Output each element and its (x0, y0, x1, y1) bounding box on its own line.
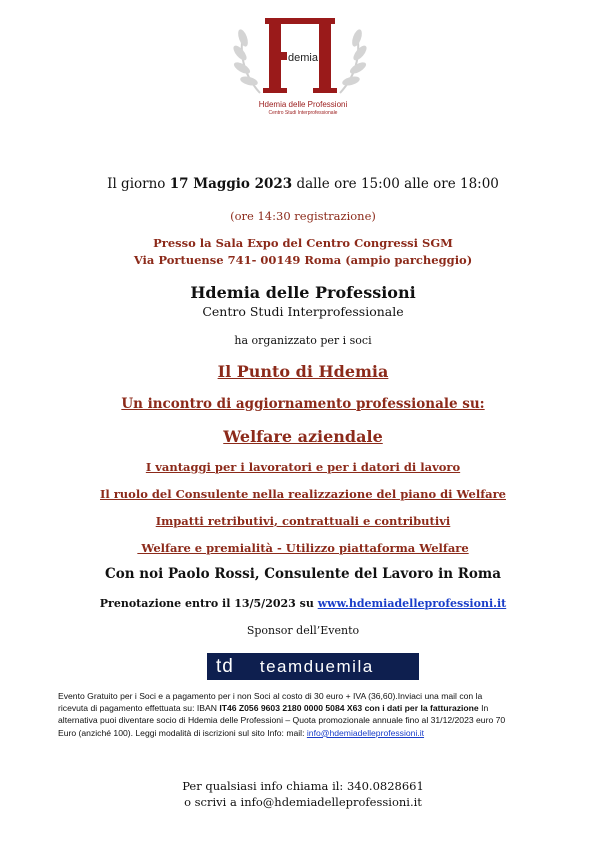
topic-point: Impatti retributivi, contrattuali e contributivi (155, 514, 451, 528)
venue-line-1: Presso la Sala Expo del Centro Congressi SGM (153, 236, 453, 250)
venue-line-2: Via Portuense 741- 00149 Roma (ampio parcheggio) (133, 253, 473, 267)
sponsor-logo-td: td (216, 655, 234, 677)
sponsor-logo (207, 653, 419, 680)
sponsor-label: Sponsor dell’Evento (246, 624, 360, 637)
footer-line: Euro (anziché 100). Leggi modalità di iscrizioni sul sito Info: mail: info@hdemiadelleprofessioni.it (58, 727, 425, 738)
date-line (0, 176, 606, 192)
logo-subcaption: Centro Studi Interprofessionale (268, 110, 338, 116)
event-date: 17 Maggio 2023 (169, 176, 293, 192)
contact-mail: o scrivi a info@hdemiadelleprofessioni.it (184, 795, 422, 809)
footer-line: Evento Gratuito per i Soci e a pagamento per i non Soci al costo di 30 euro + IVA (36,60).Inviaci una mail con la (58, 691, 483, 701)
organizer-intro: ha organizzato per i soci (234, 334, 372, 347)
registration-time: (ore 14:30 registrazione) (230, 209, 376, 223)
booking-link[interactable]: www.hdemiadelleprofessioni.it (317, 597, 507, 610)
event-time: dalle ore 15:00 alle ore 18:00 (296, 176, 499, 192)
footer-line: ricevuta di pagamento effettuata su: IBAN IT46 Z056 9603 2180 0000 5084 X63 con i dati per la fatturazione In (58, 703, 489, 714)
iban: IT46 Z056 9603 2180 0000 5084 X63 con i dati per la fatturazione (219, 703, 479, 714)
logo-word: demia (288, 52, 318, 64)
topic-point: Il ruolo del Consulente nella realizzazione del piano di Welfare (100, 487, 506, 501)
footer-line: alternativa puoi diventare socio di Hdemia delle Professioni – Quota promozionale annuale fino al 31/12/2023 euro 70 (58, 715, 506, 726)
booking-text: Prenotazione entro il 13/5/2023 su (99, 597, 314, 610)
booking-line (0, 597, 606, 610)
speaker-line: Con noi Paolo Rossi, Consulente del Lavoro in Roma (105, 566, 501, 582)
sponsor-logo-name: teamduemila (259, 656, 374, 676)
event-title: Il Punto di Hdemia (217, 362, 389, 381)
contact-phone: Per qualsiasi info chiama il: 340.0828661 (182, 779, 424, 793)
event-subtitle: Un incontro di aggiornamento professionale su: (121, 396, 485, 412)
date-prefix: Il giorno (107, 176, 166, 192)
event-topic: Welfare aziendale (223, 427, 383, 446)
footer-info (58, 690, 558, 739)
topic-point: Welfare e premialità - Utilizzo piattaforma Welfare (137, 541, 469, 555)
organizer-subtitle: Centro Studi Interprofessionale (202, 304, 404, 319)
logo-caption: Hdemia delle Professioni (258, 100, 348, 109)
footer-mail-link[interactable]: info@hdemiadelleprofessioni.it (306, 727, 425, 738)
topic-point: I vantaggi per i lavoratori e per i datori di lavoro (145, 460, 461, 474)
organizer-name: Hdemia delle Professioni (190, 283, 416, 302)
